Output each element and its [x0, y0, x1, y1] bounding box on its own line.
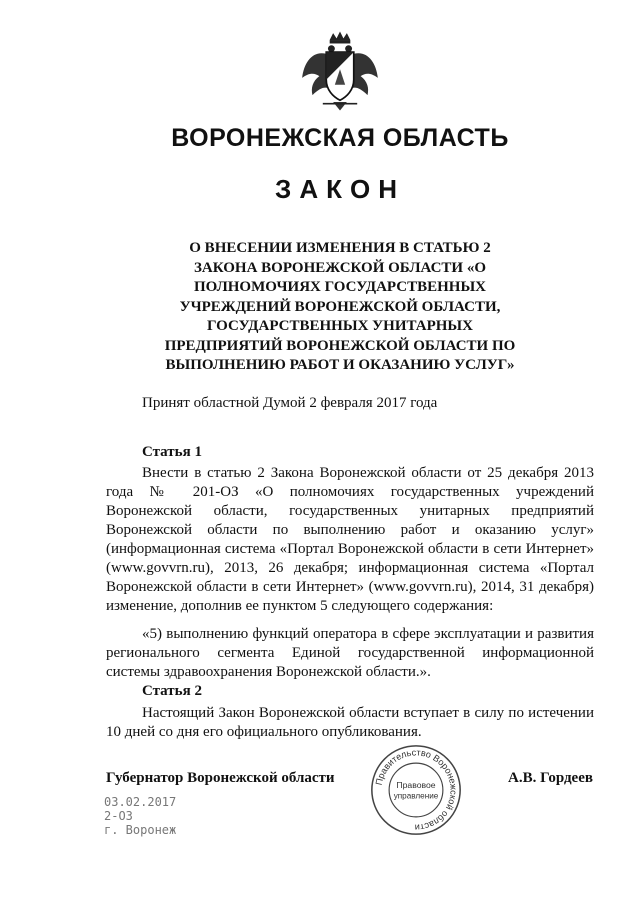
article-1-heading: Статья 1 — [142, 444, 202, 460]
signatory-name: А.В. Гордеев — [508, 770, 593, 786]
law-title-line: О ВНЕСЕНИИ ИЗМЕНЕНИЯ В СТАТЬЮ 2 — [189, 240, 491, 256]
article-1-quote: «5) выполнению функций оператора в сфере эксплуатации и развития регионального сегмента Единой государственной информационной системы здравоохранения Воронежской области.». — [106, 626, 594, 680]
registration-number: 2-ОЗ — [104, 809, 133, 823]
article-2-heading: Статья 2 — [142, 683, 202, 699]
document-type-heading: ЗАКОН — [275, 174, 405, 204]
stamp-center-line: Правовое — [396, 780, 436, 791]
region-heading: ВОРОНЕЖСКАЯ ОБЛАСТЬ — [171, 124, 509, 152]
law-title-line: ЗАКОНА ВОРОНЕЖСКОЙ ОБЛАСТИ «О — [193, 259, 487, 276]
article-2-text: Настоящий Закон Воронежской области вступает в силу по истечении 10 дней со дня его официального опубликования. — [106, 705, 594, 740]
law-title-line: ПОЛНОМОЧИЯХ ГОСУДАРСТВЕННЫХ — [193, 279, 487, 295]
law-title-line: УЧРЕЖДЕНИЙ ВОРОНЕЖСКОЙ ОБЛАСТИ, — [179, 298, 501, 315]
law-title-line: ПРЕДПРИЯТИЙ ВОРОНЕЖСКОЙ ОБЛАСТИ ПО — [164, 337, 516, 354]
official-stamp — [368, 742, 464, 838]
coat-of-arms-emblem — [297, 28, 383, 114]
law-title — [150, 239, 530, 376]
signatory-position: Губернатор Воронежской области — [106, 770, 335, 786]
law-title-line: ВЫПОЛНЕНИЮ РАБОТ И ОКАЗАНИЮ УСЛУГ» — [165, 357, 515, 373]
registration-date: 03.02.2017 — [104, 795, 177, 809]
stamp-ring-text: Правительство Воронежской области — [373, 747, 459, 833]
registration-block — [104, 795, 176, 837]
registration-place: г. Воронеж — [104, 823, 177, 837]
law-title-line: ГОСУДАРСТВЕННЫХ УНИТАРНЫХ — [207, 318, 473, 334]
stamp-center-line: управление — [393, 791, 439, 801]
adoption-date: Принят областной Думой 2 февраля 2017 года — [142, 395, 438, 411]
article-1-text: Внести в статью 2 Закона Воронежской области от 25 декабря 2013 года № 201-ОЗ «О полномочиях государственных учреждений Воронежской области, государственных унитарных предприятий Воронежской области по выполнению работ и оказанию услуг» (информационная система «Портал Воронежской области в сети Интернет» (www.govvrn.ru), 2013, 26 декабря; информационная система «Портал Воронежской области в сети Интернет» (www.govvrn.ru), 2014, 31 декабря) изменение, дополнив ее пунктом 5 следующего содержания: — [106, 465, 594, 614]
